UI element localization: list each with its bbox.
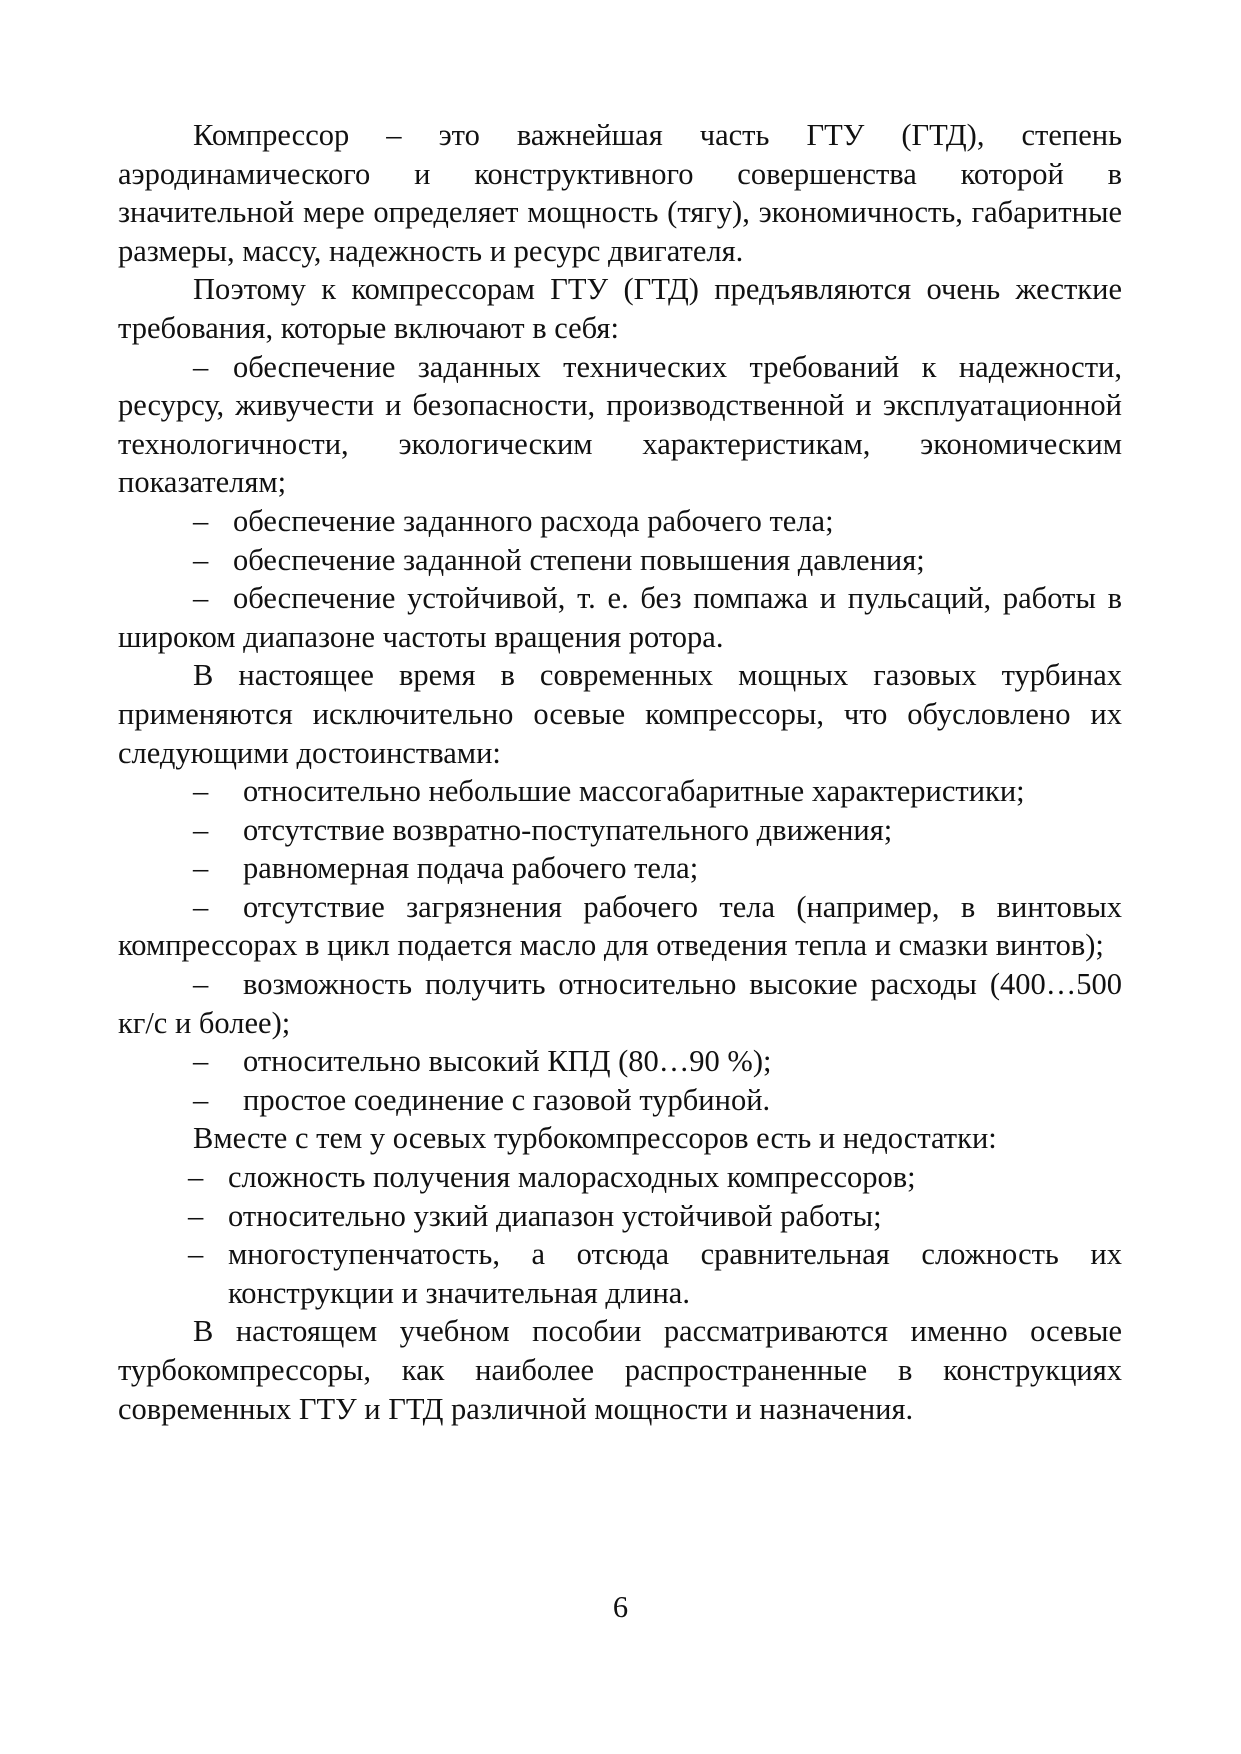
page-number: 6 — [612, 1590, 629, 1624]
list-item-advantage: – возможность получить относительно высокие расходы (400…500 кг/с и более); — [118, 967, 1122, 1040]
dash-bullet: – — [193, 967, 209, 1002]
paragraph-intro: Компрессор – это важнейшая часть ГТУ (ГТД), степень аэродинамического и конструктивного совершенства которой в значительной мере определяет мощность (тягу), экономичность, габаритные размеры, массу, надежность и ресурс двигателя. — [118, 118, 1122, 268]
paragraph-axial-compressors: В настоящее время в современных мощных газовых турбинах применяются исключительно осевые компрессоры, что обусловлено их следующими достоинствами: — [118, 658, 1122, 770]
dash-bullet: – — [193, 349, 209, 384]
list-item-requirement: – обеспечение устойчивой, т. е. без помпажа и пульсаций, работы в широком диапазоне частоты вращения ротора. — [118, 581, 1122, 654]
dash-bullet: – — [188, 1198, 204, 1233]
dash-bullet: – — [193, 503, 209, 538]
list-item-disadvantage: – относительно узкий диапазон устойчивой работы; — [118, 1197, 1122, 1236]
dash-bullet: – — [193, 889, 209, 924]
list-item-requirement: – обеспечение заданного расхода рабочего тела; — [118, 502, 1122, 541]
dash-bullet: – — [193, 812, 209, 847]
dash-bullet: – — [193, 1044, 209, 1079]
list-item-advantage: – относительно небольшие массогабаритные характеристики; — [118, 772, 1122, 811]
list-item-advantage: – равномерная подача рабочего тела; — [118, 849, 1122, 888]
list-item-advantage: – простое соединение с газовой турбиной. — [118, 1081, 1122, 1120]
dash-bullet: – — [193, 774, 209, 809]
dash-bullet: – — [193, 851, 209, 886]
dash-bullet: – — [188, 1160, 204, 1195]
list-item-advantage: – отсутствие возвратно-поступательного движения; — [118, 811, 1122, 850]
dash-bullet: – — [193, 581, 209, 616]
page-body — [118, 116, 1122, 1428]
list-item-requirement: – обеспечение заданной степени повышения давления; — [118, 541, 1122, 580]
dash-bullet: – — [193, 542, 209, 577]
list-item-disadvantage: – сложность получения малорасходных компрессоров; — [118, 1158, 1122, 1197]
list-item-advantage: – отсутствие загрязнения рабочего тела (например, в винтовых компрессорах в цикл подается масло для отведения тепла и смазки винтов); — [118, 889, 1122, 963]
list-item-requirement: – обеспечение заданных технических требований к надежности, ресурсу, живучести и безопасности, производственной и эксплуатационной технологичности, экологическим характеристикам, экономическим показателям; — [118, 349, 1122, 500]
dash-bullet: – — [193, 1082, 209, 1117]
list-item-advantage: – относительно высокий КПД (80…90 %); — [118, 1042, 1122, 1081]
paragraph-disadvantages-intro: Вместе с тем у осевых турбокомпрессоров есть и недостатки: — [193, 1121, 997, 1156]
dash-bullet: – — [188, 1237, 204, 1272]
list-item-disadvantage: – многоступенчатость, а отсюда сравнительная сложность их конструкции и значительная длина. — [188, 1237, 1122, 1310]
paragraph-requirements-intro: Поэтому к компрессорам ГТУ (ГТД) предъявляются очень жесткие требования, которые включают в себя: — [118, 272, 1122, 345]
paragraph-conclusion: В настоящем учебном пособии рассматриваются именно осевые турбокомпрессоры, как наиболее распространенные в конструкциях современных ГТУ и ГТД различной мощности и назначения. — [118, 1314, 1122, 1426]
